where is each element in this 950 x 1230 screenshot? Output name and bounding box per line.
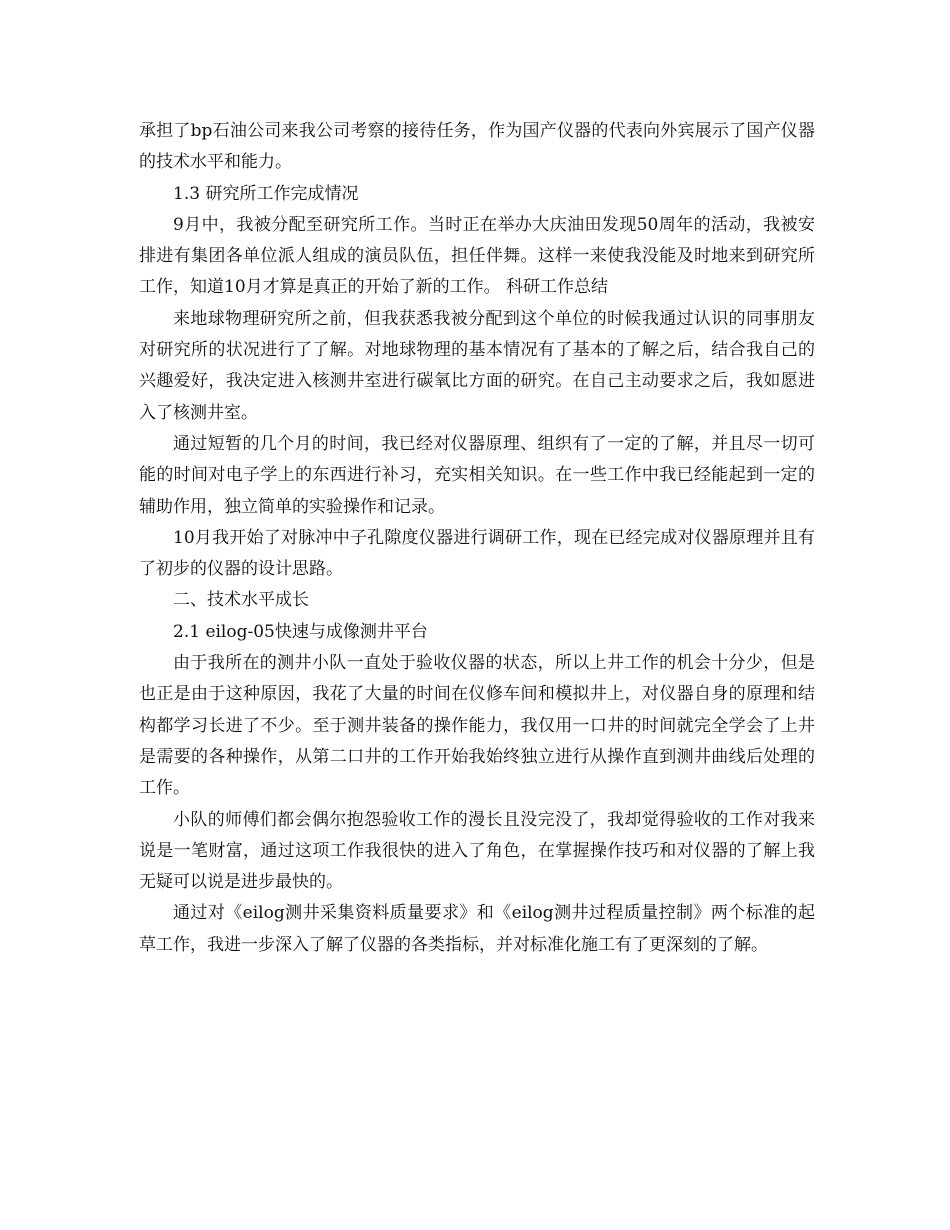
- paragraph: 9月中，我被分配至研究所工作。当时正在举办大庆油田发现50周年的活动，我被安排进有集团各单位派人组成的演员队伍，担任伴舞。这样一来使我没能及时地来到研究所工作，知道10月才算是真正的开始了新的工作。 科研工作总结: [139, 214, 815, 298]
- paragraph: 通过短暂的几个月的时间，我已经对仪器原理、组织有了一定的了解，并且尽一切可能的时间对电子学上的东西进行补习，充实相关知识。在一些工作中我已经能起到一定的辅助作用，独立简单的实验操作和记录。: [139, 433, 815, 517]
- document-body: [139, 116, 815, 961]
- section-heading-2: 二、技术水平成长: [173, 590, 309, 611]
- paragraph: 由于我所在的测井小队一直处于验收仪器的状态，所以上井工作的机会十分少，但是也正是由于这种原因，我花了大量的时间在仪修车间和模拟井上，对仪器自身的原理和结构都学习长进了不少。至于测井装备的操作能力，我仅用一口井的时间就完全学会了上井是需要的各种操作，从第二口井的工作开始我始终独立进行从操作直到测井曲线后处理的工作。: [139, 653, 815, 799]
- paragraph: 10月我开始了对脉冲中子孔隙度仪器进行调研工作，现在已经完成对仪器原理并且有了初步的仪器的设计思路。: [139, 527, 815, 580]
- paragraph: 来地球物理研究所之前，但我获悉我被分配到这个单位的时候我通过认识的同事朋友对研究所的状况进行了了解。对地球物理的基本情况有了基本的了解之后，结合我自己的兴趣爱好，我决定进入核测井室进行碳氧比方面的研究。在自己主动要求之后，我如愿进入了核测井室。: [139, 308, 815, 423]
- paragraph: 小队的师傅们都会偶尔抱怨验收工作的漫长且没完没了，我却觉得验收的工作对我来说是一笔财富，通过这项工作我很快的进入了角色，在掌握操作技巧和对仪器的了解上我无疑可以说是进步最快的。: [139, 809, 815, 893]
- section-heading-2-1: 2.1 eilog-05快速与成像测井平台: [173, 621, 428, 642]
- section-heading-1-3: 1.3 研究所工作完成情况: [173, 183, 359, 204]
- paragraph: 承担了bp石油公司来我公司考察的接待任务，作为国产仪器的代表向外宾展示了国产仪器的技术水平和能力。: [139, 121, 815, 173]
- paragraph: 通过对《eilog测井采集资料质量要求》和《eilog测井过程质量控制》两个标准的起草工作，我进一步深入了解了仪器的各类指标，并对标准化施工有了更深刻的了解。: [139, 903, 815, 955]
